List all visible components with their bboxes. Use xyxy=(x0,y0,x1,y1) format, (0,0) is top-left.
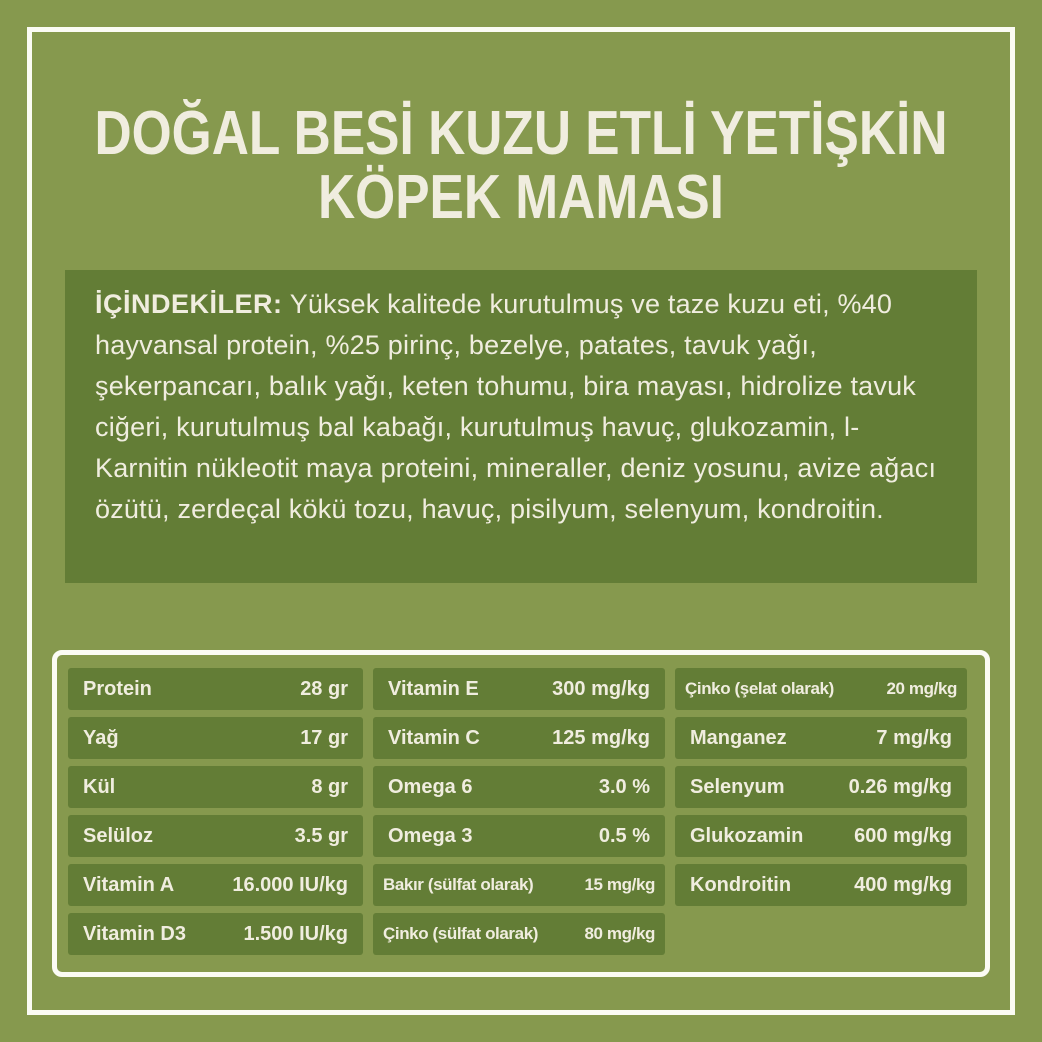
table-row xyxy=(373,766,665,808)
row-value: 80 mg/kg xyxy=(584,924,655,943)
row-value: 3.0 % xyxy=(598,775,650,798)
row-value: 3.5 gr xyxy=(294,824,348,847)
table-row xyxy=(675,668,967,710)
row-value: 0.26 mg/kg xyxy=(848,775,952,798)
row-label: Omega 6 xyxy=(388,775,473,798)
table-row xyxy=(68,717,363,759)
table-row xyxy=(373,815,665,857)
row-label: Kül xyxy=(83,775,116,798)
table-row xyxy=(373,717,665,759)
row-label: Çinko (şelat olarak) xyxy=(685,679,834,698)
ingredients-paragraph xyxy=(95,284,951,530)
row-value: 600 mg/kg xyxy=(854,824,952,847)
row-label: Manganez xyxy=(690,726,787,749)
row-label: Selenyum xyxy=(690,775,785,798)
row-value: 17 gr xyxy=(300,726,348,749)
row-value: 125 mg/kg xyxy=(552,726,650,749)
nutrition-grid xyxy=(68,668,974,955)
table-row xyxy=(675,815,967,857)
row-label: Vitamin A xyxy=(83,873,175,896)
table-row xyxy=(68,766,363,808)
row-label: Kondroitin xyxy=(690,873,792,896)
ingredients-text: Yüksek kalitede kurutulmuş ve taze kuzu eti, %40 hayvansal protein, %25 pirinç, bezelye, patates, tavuk yağı, şekerpancarı, balık yağı, keten tohumu, bira mayası, hidrolize tavuk ciğeri, kurutulmuş bal kabağı, kurutulmuş havuç, glukozamin, l-Karnitin nükleotit maya proteini, mineraller, deniz yosunu, avize ağacı özütü, zerdeçal kökü tozu, havuç, pisilyum, selenyum, kondroitin. xyxy=(95,289,937,524)
table-row xyxy=(373,913,665,955)
row-value: 1.500 IU/kg xyxy=(243,922,348,945)
row-value: 7 mg/kg xyxy=(876,726,952,749)
page-title xyxy=(89,99,954,232)
table-row xyxy=(373,668,665,710)
table-row xyxy=(675,864,967,906)
row-value: 8 gr xyxy=(311,775,348,798)
row-label: Selüloz xyxy=(83,824,154,847)
table-row xyxy=(68,913,363,955)
row-label: Protein xyxy=(83,677,152,700)
row-value: 16.000 IU/kg xyxy=(232,873,348,896)
table-row xyxy=(675,766,967,808)
row-value: 15 mg/kg xyxy=(584,875,655,894)
row-label: Bakır (sülfat olarak) xyxy=(383,875,534,894)
row-label: Yağ xyxy=(83,726,119,749)
row-label: Glukozamin xyxy=(690,824,804,847)
row-value: 20 mg/kg xyxy=(886,679,957,698)
table-row xyxy=(68,864,363,906)
row-value: 300 mg/kg xyxy=(552,677,650,700)
row-value: 400 mg/kg xyxy=(854,873,952,896)
row-label: Vitamin D3 xyxy=(83,922,186,945)
ingredients-heading: İÇİNDEKİLER: xyxy=(95,289,283,319)
row-label: Vitamin C xyxy=(388,726,480,749)
row-label: Omega 3 xyxy=(388,824,473,847)
table-row xyxy=(68,668,363,710)
table-row xyxy=(373,864,665,906)
ingredients-panel xyxy=(65,270,977,583)
title-line-1: DOĞAL BESİ KUZU ETLİ YETİŞKİN xyxy=(94,99,948,168)
row-label: Çinko (sülfat olarak) xyxy=(383,924,539,943)
row-value: 28 gr xyxy=(300,677,348,700)
row-value: 0.5 % xyxy=(598,824,650,847)
table-row xyxy=(675,717,967,759)
row-label: Vitamin E xyxy=(388,677,479,700)
nutrition-table xyxy=(52,650,990,977)
title-line-2: KÖPEK MAMASI xyxy=(318,163,724,232)
table-row xyxy=(68,815,363,857)
